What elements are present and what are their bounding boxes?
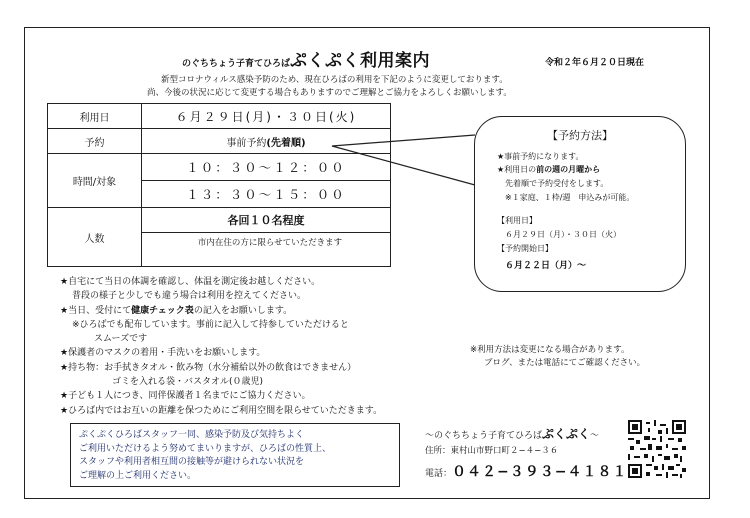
footer-name bbox=[425, 423, 599, 442]
list-item: ★保護者のマスクの着用・手洗いをお願いします。 bbox=[60, 348, 266, 359]
reserve-emphasis: (先着順) bbox=[266, 137, 306, 149]
table-row bbox=[48, 208, 391, 233]
notice-list bbox=[60, 275, 382, 418]
people-label: 人数 bbox=[48, 208, 142, 267]
title-prefix: のぐちちょう子育てひろば bbox=[182, 59, 291, 69]
list-item: ※ひろばでも配布しています。事前に記入して持参していただけると bbox=[72, 319, 349, 330]
reservation-callout bbox=[474, 116, 686, 292]
time-label: 時間/対象 bbox=[48, 154, 142, 208]
staff-message-box bbox=[70, 423, 400, 487]
staff-line-3: スタッフや利用者相互間の接触等が避けられない状況を bbox=[79, 457, 305, 467]
reserve-label: 予約 bbox=[48, 129, 142, 154]
date-value: ６月２９日(月)・３０日(火) bbox=[142, 104, 391, 129]
change-note-line-1: ※利用方法は変更になる場合があります。 bbox=[470, 345, 630, 355]
callout-start-label: 【予約開始日】 bbox=[497, 244, 553, 253]
staff-line-1: ぷくぷくひろばスタッフ一同、感染予防及び気持ちよく bbox=[79, 430, 305, 440]
phone-label: 電話： bbox=[425, 469, 453, 479]
residency-note: 市内在住の方に限らせていただきます bbox=[142, 233, 391, 267]
footer-name-suffix: 〜 bbox=[590, 431, 600, 441]
time-slot-1: １０：３０〜１２：００ bbox=[142, 154, 391, 181]
notice-text: ★当日、受付にて bbox=[60, 305, 132, 316]
intro-line-1: 新型コロナウィルス感染予防のため、現在ひろばの利用を下記のように変更しております。 bbox=[161, 75, 508, 85]
date-label: 利用日 bbox=[48, 104, 142, 129]
list-item: ★自宅にて当日の体調を確認し、体温を測定後お越しください。 bbox=[60, 277, 321, 287]
page-title bbox=[182, 46, 430, 71]
callout-line-3: 先着順で予約受付をします。 bbox=[505, 179, 609, 188]
list-item: スムーズです bbox=[94, 334, 148, 345]
issue-date: 令和２年６月２０日現在 bbox=[545, 58, 645, 68]
title-main: ぷくぷく利用案内 bbox=[290, 51, 431, 71]
list-item: ゴミを入れる袋・バスタオル(０歳児) bbox=[112, 377, 264, 388]
callout-title: 【予約方法】 bbox=[547, 129, 613, 142]
footer-name-main: ぷくぷく bbox=[542, 427, 591, 441]
qr-code-icon[interactable] bbox=[628, 420, 686, 478]
table-row bbox=[48, 104, 391, 129]
people-value: 各回１０名程度 bbox=[142, 208, 391, 233]
change-note-line-2: ブログ、または電話にてご確認ください。 bbox=[484, 358, 646, 368]
list-item bbox=[60, 304, 382, 318]
callout-line-1: ★事前予約になります。 bbox=[497, 152, 584, 161]
time-slot-2: １３：３０〜１５：００ bbox=[142, 181, 391, 208]
notice-bold: 健康チェック表 bbox=[131, 305, 194, 316]
notice-text: の記入をお願いします。 bbox=[193, 305, 293, 316]
footer-name-prefix: 〜のぐちちょう子育てひろば bbox=[425, 431, 543, 441]
footer-phone bbox=[425, 461, 627, 481]
callout-line-4: ※１家庭、１枠/週 申込みが可能。 bbox=[505, 193, 635, 202]
callout-use-date-value: ６月２９日（月）・３０日（火） bbox=[505, 230, 621, 239]
callout-line-2 bbox=[497, 164, 600, 175]
callout-start-value: ６月２２日（月）〜 bbox=[505, 261, 587, 271]
callout-line-2-bold: 前の週の月曜から bbox=[536, 165, 601, 174]
list-item: ★子ども１人につき、同伴保護者１名までにご協力ください。 bbox=[60, 391, 311, 402]
reserve-text: 事前予約 bbox=[226, 137, 267, 149]
staff-line-4: ご理解の上ご利用ください。 bbox=[79, 470, 197, 481]
footer-address: 住所：東村山市野口町２−４−３６ bbox=[425, 446, 559, 456]
callout-pointer bbox=[320, 130, 480, 190]
callout-use-date-label: 【利用日】 bbox=[497, 216, 537, 225]
list-item: ★ひろば内ではお互いの距離を保つためにご利用空間を限らせていただきます。 bbox=[60, 405, 383, 416]
list-item: 普段の様子と少しでも違う場合は利用を控えてください。 bbox=[72, 291, 307, 302]
phone-number: ０４２−３９３−４１８１ bbox=[452, 464, 628, 480]
staff-line-2: ご利用いただけるよう努めてまいりますが、ひろばの性質上、 bbox=[79, 443, 332, 454]
change-note bbox=[470, 344, 645, 370]
list-item: ★持ち物：お手拭きタオル・飲み物（水分補給以外の飲食はできません） bbox=[60, 362, 357, 373]
intro-line-2: 尚、今後の状況に応じて変更する場合もありますのでご理解とご協力をよろしくお願いします。 bbox=[147, 88, 512, 98]
callout-line-2-text: ★利用日の bbox=[497, 165, 537, 174]
